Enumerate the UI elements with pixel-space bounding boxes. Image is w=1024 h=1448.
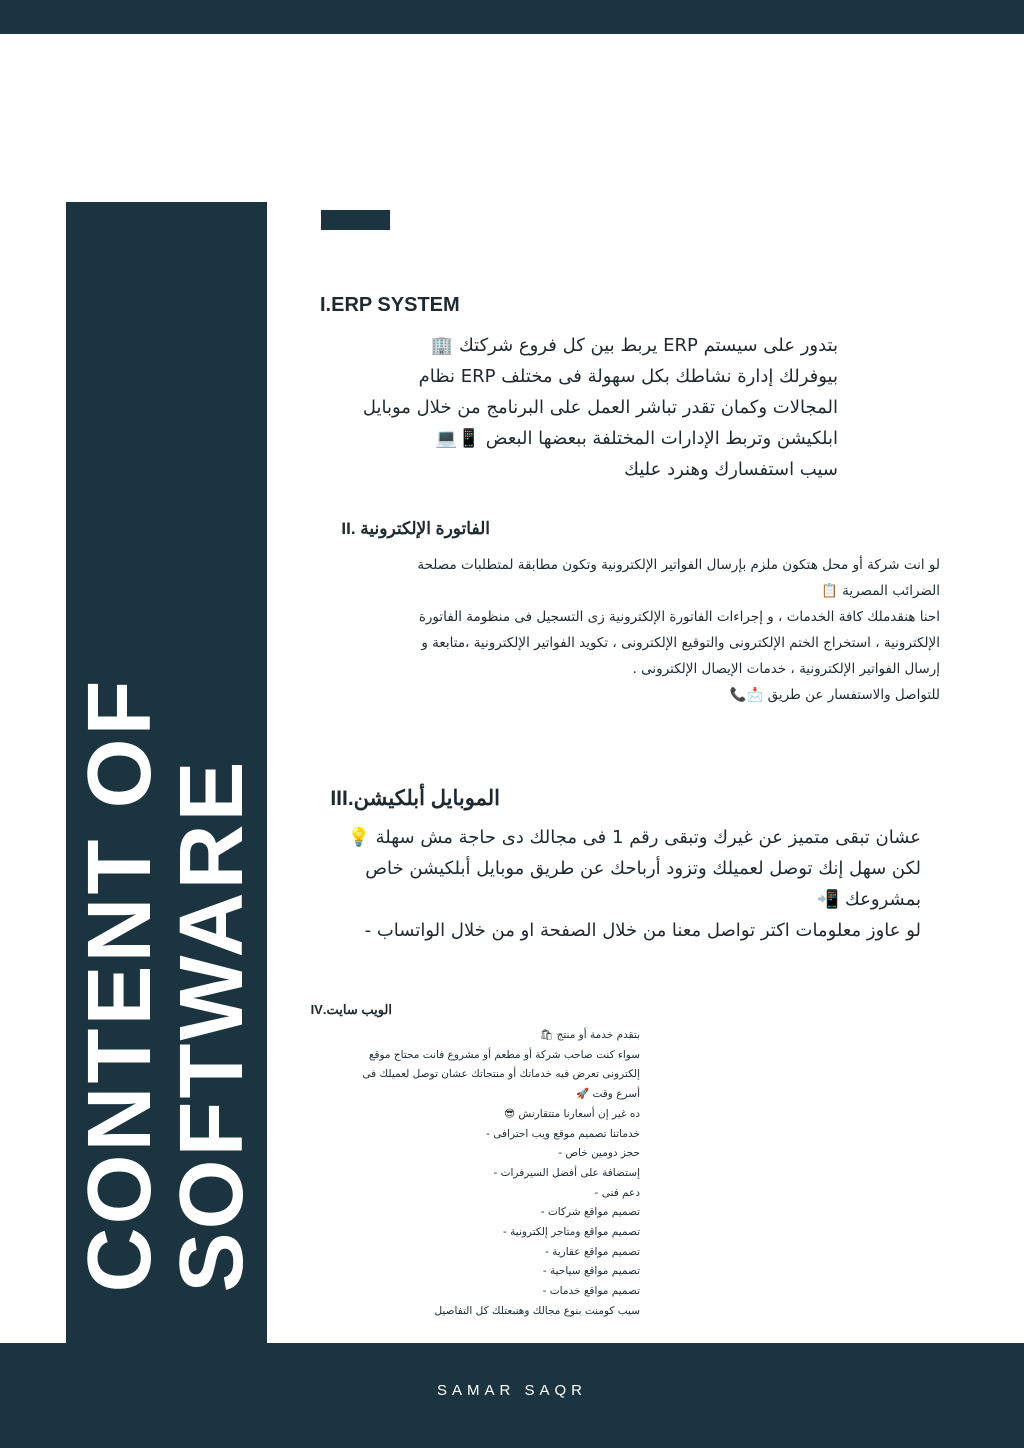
side-title: [70, 677, 262, 1293]
section-2-body: [300, 552, 940, 708]
side-title-line-1: CONTENT OF: [70, 677, 170, 1293]
section-4-line: تصميم مواقع ومتاجر إلكترونية -: [503, 1226, 640, 1239]
accent-bar: [321, 210, 390, 230]
section-1-line: سيب استفسارك وهنرد عليك: [624, 459, 838, 480]
section-3-line: عشان تبقى متميز عن غيرك وتبقى رقم 1 فى مجالك دى حاجة مش سهلة 💡: [347, 827, 921, 848]
section-2-line: الضرائب المصرية 📋: [821, 583, 940, 599]
section-4-line: بتقدم خدمة أو منتج 🛍: [539, 1029, 640, 1041]
section-4-line: سواء كنت صاحب شركة أو مطعم أو مشروع فانت محتاج موقع: [368, 1048, 640, 1061]
section-4-line: إلكترونى تعرض فيه خدماتك أو منتجاتك عشان توصل لعميلك فى: [362, 1068, 640, 1081]
section-4-line: أسرع وقت 🚀: [576, 1088, 640, 1101]
section-4-heading: الويب سايت.IV: [310, 1002, 392, 1017]
section-4-line: تصميم مواقع شركات -: [540, 1206, 640, 1219]
section-3-heading: الموبايل أبلكيشن.III: [330, 787, 500, 810]
side-title-line-2: SOFTWARE: [162, 758, 262, 1293]
section-4-line: حجز دومين خاص -: [558, 1147, 640, 1160]
section-1-line: ابلكيشن وتربط الإدارات المختلفة ببعضها البعض 📱💻: [435, 428, 838, 449]
section-1-line: المجالات وكمان تقدر تباشر العمل على البرنامج من خلال موبايل: [362, 397, 838, 418]
section-4-line: سيب كومنت بنوع مجالك وهنبعتلك كل التفاصيل: [434, 1304, 640, 1317]
section-1-body: [318, 330, 838, 485]
section-4-line: خدماتنا تصميم موقع ويب احترافى -: [486, 1127, 640, 1140]
section-2-line: الإلكترونية ، استخراج الختم الإلكترونى والتوقيع الإلكترونى ، تكويد الفواتير الإلكترونية ،متابعة و: [421, 635, 940, 651]
section-1-heading: I.ERP SYSTEM: [320, 294, 460, 316]
section-1-line: بتدور على سيستم ERP يربط بين كل فروع شركتك 🏢: [430, 335, 838, 356]
section-2-heading: الفاتورة الإلكترونية .II: [341, 519, 490, 538]
top-bar: [0, 0, 1024, 34]
section-3-line: لكن سهل إنك توصل لعميلك وتزود أرباحك عن طريق موبايل أبلكيشن خاص: [365, 858, 921, 879]
section-4-line: دعم فنى -: [594, 1186, 640, 1199]
section-2-line: إرسال الفواتير الإلكترونية ، خدمات الإيصال الإلكترونى .: [632, 661, 940, 677]
section-4-line: تصميم مواقع عقارية -: [544, 1245, 640, 1258]
section-3-line: بمشروعك 📲: [816, 889, 921, 910]
section-3-line: لو عاوز معلومات اكتر تواصل معنا من خلال الصفحة او من خلال الواتساب -: [364, 920, 921, 941]
section-2-line: لو انت شركة أو محل هتكون ملزم بإرسال الفواتير الإلكترونية وتكون مطابقة لمتطلبات مصلحة: [417, 557, 940, 573]
section-2-line: للتواصل والاستفسار عن طريق 📩📞: [729, 687, 940, 703]
section-4-body: [288, 1026, 640, 1322]
section-3-body: [285, 822, 921, 946]
section-2-line: احنا هنقدملك كافة الخدمات ، و إجراءات الفاتورة الإلكترونية زى التسجيل فى منظومة الفاتورة: [418, 609, 940, 625]
section-1-line: بيوفرلك إدارة نشاطك بكل سهولة فى مختلف ERP نظام: [418, 366, 838, 387]
section-4-line: تصميم مواقع سياحية -: [542, 1265, 640, 1278]
section-4-line: تصميم مواقع خدمات -: [542, 1285, 640, 1298]
section-4-line: إستضافة على أفضل السيرفرات -: [493, 1166, 640, 1179]
footer-author: SAMAR SAQR: [436, 1382, 588, 1399]
section-4-line: ده غير إن أسعارنا متتقارنش 😎: [504, 1107, 640, 1120]
